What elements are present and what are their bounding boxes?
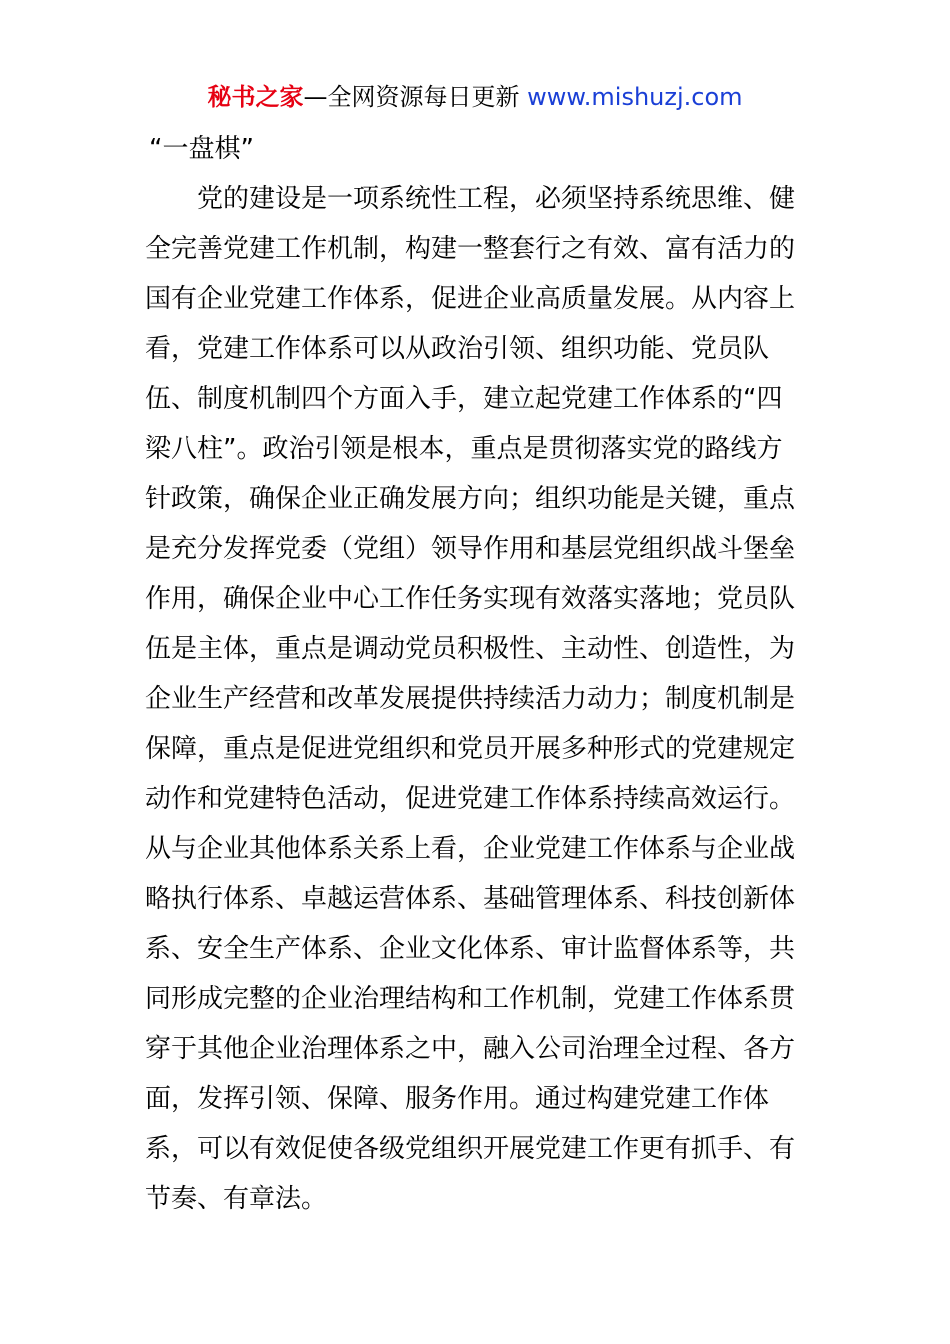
heading-fragment: “一盘棋”: [149, 134, 254, 164]
site-brand-name: 秘书之家: [207, 83, 304, 111]
site-tagline: —全网资源每日更新: [303, 83, 520, 111]
paragraph-line: 党的建设是一项系统性工程，必须坚持系统思维、健: [145, 184, 796, 214]
paragraph-line: 伍是主体，重点是调动党员积极性、主动性、创造性，为: [145, 634, 796, 664]
site-url-link[interactable]: www.mishuzj.com: [527, 83, 743, 111]
paragraph-line: 伍、制度机制四个方面入手，建立起党建工作体系的“四: [145, 384, 783, 414]
paragraph-line: 节奏、有章法。: [145, 1184, 328, 1214]
paragraph-line: 动作和党建特色活动，促进党建工作体系持续高效运行。: [145, 784, 796, 814]
paragraph-line: 国有企业党建工作体系，促进企业高质量发展。从内容上: [145, 284, 796, 314]
paragraph-line: 企业生产经营和改革发展提供持续活力动力；制度机制是: [145, 684, 796, 714]
paragraph-line: 针政策，确保企业正确发展方向；组织功能是关键，重点: [145, 484, 796, 514]
paragraph-line: 看，党建工作体系可以从政治引领、组织功能、党员队: [145, 334, 770, 364]
site-header: [0, 80, 950, 114]
document-body: [145, 124, 807, 1224]
paragraph-line: 作用，确保企业中心工作任务实现有效落实落地；党员队: [145, 584, 796, 614]
body-paragraph: [145, 174, 807, 1224]
paragraph-line: 系，可以有效促使各级党组织开展党建工作更有抓手、有: [145, 1134, 796, 1164]
paragraph-line: 同形成完整的企业治理结构和工作机制，党建工作体系贯: [145, 984, 796, 1014]
paragraph-line: 穿于其他企业治理体系之中，融入公司治理全过程、各方: [145, 1034, 796, 1064]
paragraph-line: 略执行体系、卓越运营体系、基础管理体系、科技创新体: [145, 884, 796, 914]
paragraph-line: 是充分发挥党委（党组）领导作用和基层党组织战斗堡垒: [145, 534, 796, 564]
paragraph-line: 面，发挥引领、保障、服务作用。通过构建党建工作体: [145, 1084, 770, 1114]
paragraph-line: 梁八柱”。政治引领是根本，重点是贯彻落实党的路线方: [145, 434, 783, 464]
paragraph-line: 全完善党建工作机制，构建一整套行之有效、富有活力的: [145, 234, 796, 264]
paragraph-line: 保障，重点是促进党组织和党员开展多种形式的党建规定: [145, 734, 796, 764]
paragraph-line: 系、安全生产体系、企业文化体系、审计监督体系等，共: [145, 934, 796, 964]
paragraph-line: 从与企业其他体系关系上看，企业党建工作体系与企业战: [145, 834, 796, 864]
